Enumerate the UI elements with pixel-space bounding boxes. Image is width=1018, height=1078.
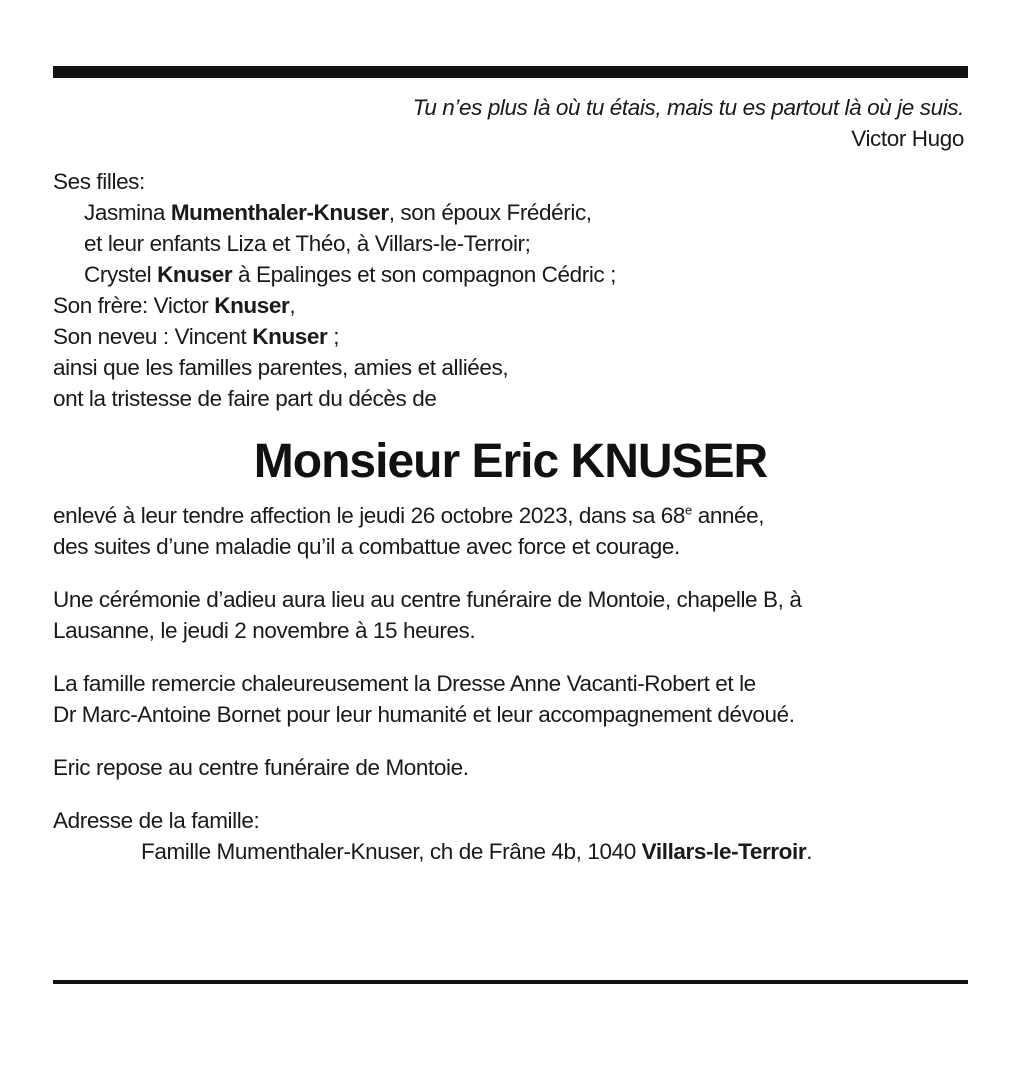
family-daughter-1 bbox=[53, 197, 968, 228]
address-label: Adresse de la famille: bbox=[53, 808, 260, 833]
daughter-2-last-name: Knuser bbox=[157, 262, 233, 287]
address-line bbox=[53, 836, 968, 867]
brother-end: , bbox=[289, 293, 296, 318]
thanks-line-1: La famille remercie chaleureusement la Dresse Anne Vacanti-Robert et le bbox=[53, 671, 756, 696]
brother-label: Son frère: Victor bbox=[53, 293, 215, 318]
ceremony-paragraph bbox=[53, 584, 968, 646]
thanks-line-2: Dr Marc-Antoine Bornet pour leur humanité et leur accompagnement dévoué. bbox=[53, 702, 795, 727]
family-intro: Ses filles: bbox=[53, 169, 145, 194]
death-line-1-b: année, bbox=[691, 503, 765, 528]
obituary-notice bbox=[53, 92, 968, 867]
family-daughter-1-children: et leur enfants Liza et Théo, à Villars-le-Terroir; bbox=[84, 231, 531, 256]
family-brother bbox=[53, 290, 968, 321]
epigraph-author: Victor Hugo bbox=[851, 126, 964, 151]
family-daughter-2 bbox=[53, 259, 968, 290]
daughter-1-rest: , son époux Frédéric, bbox=[388, 200, 592, 225]
nephew-last-name: Knuser bbox=[252, 324, 328, 349]
family-others: ainsi que les familles parentes, amies et alliées, bbox=[53, 355, 509, 380]
bottom-rule bbox=[53, 980, 968, 984]
address-paragraph bbox=[53, 805, 968, 867]
daughter-1-last-name: Mumenthaler-Knuser bbox=[170, 200, 389, 225]
death-line-1-a: enlevé à leur tendre affection le jeudi 26 octobre 2023, dans sa 68 bbox=[53, 503, 686, 528]
daughter-1-first-name: Jasmina bbox=[84, 200, 171, 225]
family-nephew bbox=[53, 321, 968, 352]
deceased-name: Monsieur Eric KNUSER bbox=[253, 435, 768, 488]
address-town: Villars-le-Terroir bbox=[641, 839, 807, 864]
daughter-2-rest: à Epalinges et son compagnon Cédric ; bbox=[232, 262, 616, 287]
ceremony-line-2: Lausanne, le jeudi 2 novembre à 15 heures. bbox=[53, 618, 476, 643]
thanks-paragraph bbox=[53, 668, 968, 730]
death-line-2: des suites d’une maladie qu’il a combattue avec force et courage. bbox=[53, 534, 680, 559]
top-rule bbox=[53, 66, 968, 78]
family-announcement: ont la tristesse de faire part du décès de bbox=[53, 386, 437, 411]
address-line-c: . bbox=[806, 839, 813, 864]
rest-line: Eric repose au centre funéraire de Montoie. bbox=[53, 755, 469, 780]
death-line-1-sup: e bbox=[685, 502, 692, 518]
epigraph-quote: Tu n’es plus là où tu étais, mais tu es partout là où je suis. bbox=[412, 95, 964, 120]
address-line-a: Famille Mumenthaler-Knuser, ch de Frâne 4b, 1040 bbox=[141, 839, 642, 864]
nephew-label: Son neveu : Vincent bbox=[53, 324, 253, 349]
rest-paragraph bbox=[53, 752, 968, 783]
ceremony-line-1: Une cérémonie d’adieu aura lieu au centre funéraire de Montoie, chapelle B, à bbox=[53, 587, 802, 612]
nephew-end: ; bbox=[327, 324, 340, 349]
brother-last-name: Knuser bbox=[214, 293, 290, 318]
death-line-1 bbox=[53, 500, 968, 531]
daughter-2-first-name: Crystel bbox=[84, 262, 158, 287]
